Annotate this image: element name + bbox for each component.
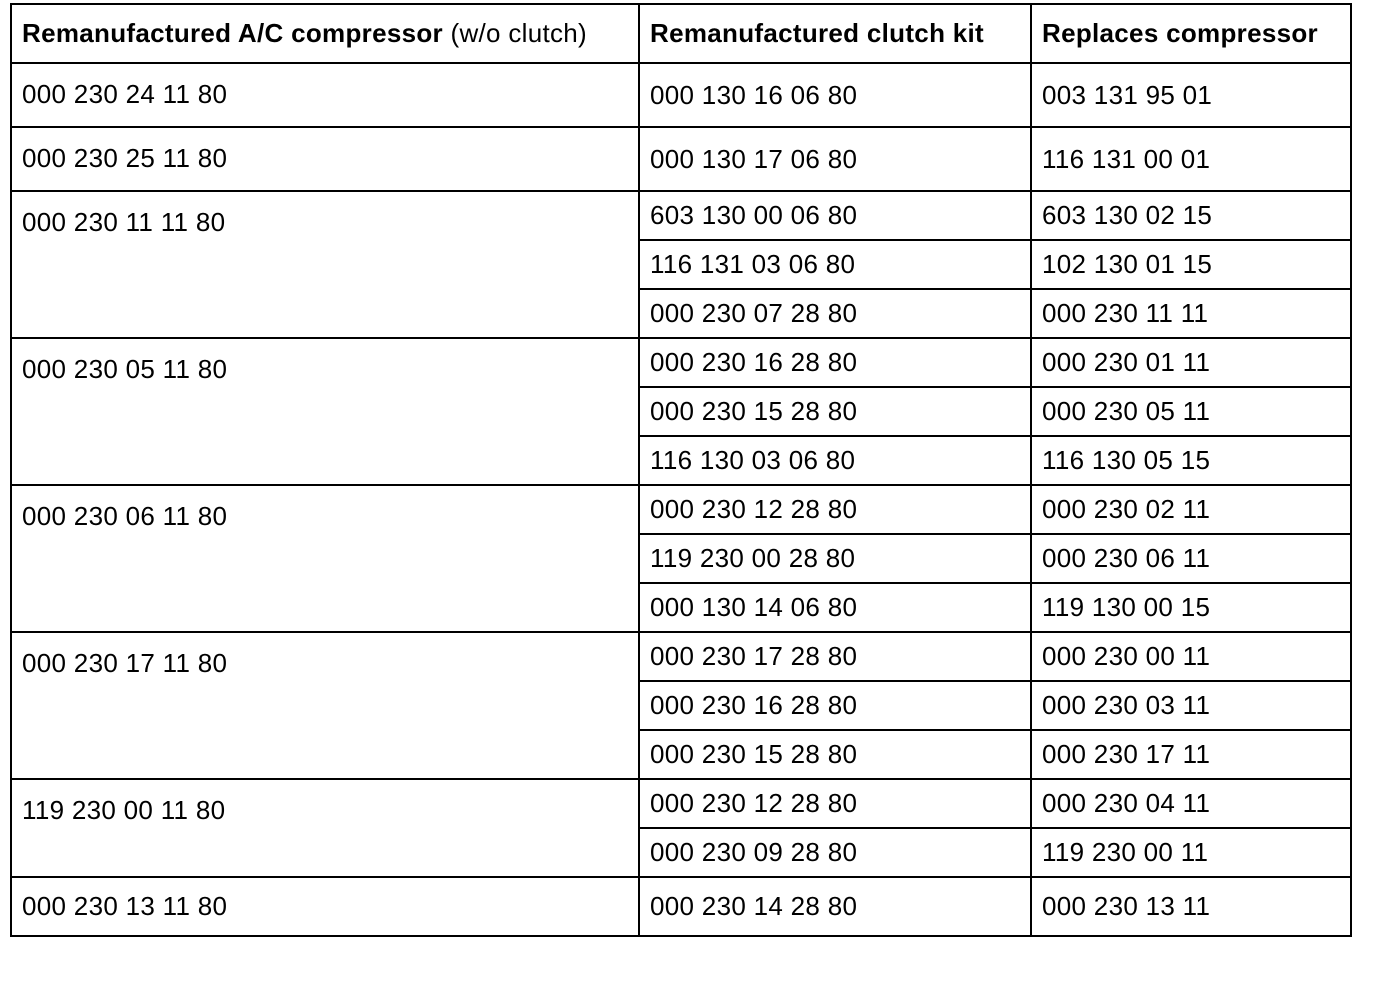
- replaces-part-number: 000 230 00 11: [1031, 632, 1351, 681]
- compressor-part-number: 119 230 00 11 80: [11, 779, 639, 877]
- table-row: [11, 63, 1351, 127]
- replaces-part-number: 000 230 01 11: [1031, 338, 1351, 387]
- header-replaces: Replaces compressor: [1031, 4, 1351, 63]
- replaces-part-number: 119 130 00 15: [1031, 583, 1351, 632]
- table-row: [11, 632, 1351, 681]
- clutch-kit-part-number: 000 230 17 28 80: [639, 632, 1031, 681]
- header-clutch-kit: Remanufactured clutch kit: [639, 4, 1031, 63]
- table-row: [11, 338, 1351, 387]
- clutch-kit-part-number: 000 230 12 28 80: [639, 485, 1031, 534]
- compressor-part-number: 000 230 13 11 80: [11, 877, 639, 936]
- compressor-part-number: 000 230 25 11 80: [11, 127, 639, 191]
- replaces-part-number: 119 230 00 11: [1031, 828, 1351, 877]
- clutch-kit-part-number: 000 230 12 28 80: [639, 779, 1031, 828]
- replaces-part-number: 116 130 05 15: [1031, 436, 1351, 485]
- replaces-part-number: 102 130 01 15: [1031, 240, 1351, 289]
- compressor-part-number: 000 230 17 11 80: [11, 632, 639, 779]
- header-compressor-note: (w/o clutch): [450, 18, 588, 48]
- clutch-kit-part-number: 000 130 17 06 80: [639, 127, 1031, 191]
- compressor-part-number: 000 230 24 11 80: [11, 63, 639, 127]
- clutch-kit-part-number: 000 230 15 28 80: [639, 730, 1031, 779]
- replaces-part-number: 003 131 95 01: [1031, 63, 1351, 127]
- clutch-kit-part-number: 000 130 16 06 80: [639, 63, 1031, 127]
- replaces-part-number: 000 230 04 11: [1031, 779, 1351, 828]
- replaces-part-number: 000 230 06 11: [1031, 534, 1351, 583]
- header-compressor: [11, 4, 639, 63]
- replaces-part-number: 000 230 02 11: [1031, 485, 1351, 534]
- table-row: [11, 127, 1351, 191]
- clutch-kit-part-number: 603 130 00 06 80: [639, 191, 1031, 240]
- compressor-part-number: 000 230 06 11 80: [11, 485, 639, 632]
- clutch-kit-part-number: 000 230 16 28 80: [639, 338, 1031, 387]
- table-row: [11, 779, 1351, 828]
- table-row: [11, 877, 1351, 936]
- table-row: [11, 191, 1351, 240]
- replaces-part-number: 000 230 17 11: [1031, 730, 1351, 779]
- replaces-part-number: 116 131 00 01: [1031, 127, 1351, 191]
- parts-table: [10, 3, 1352, 937]
- header-compressor-bold: Remanufactured A/C compressor: [22, 18, 443, 48]
- clutch-kit-part-number: 000 230 15 28 80: [639, 387, 1031, 436]
- clutch-kit-part-number: 000 230 14 28 80: [639, 877, 1031, 936]
- clutch-kit-part-number: 116 131 03 06 80: [639, 240, 1031, 289]
- replaces-part-number: 000 230 13 11: [1031, 877, 1351, 936]
- clutch-kit-part-number: 116 130 03 06 80: [639, 436, 1031, 485]
- replaces-part-number: 000 230 11 11: [1031, 289, 1351, 338]
- table-row: [11, 485, 1351, 534]
- replaces-part-number: 000 230 03 11: [1031, 681, 1351, 730]
- clutch-kit-part-number: 000 230 09 28 80: [639, 828, 1031, 877]
- compressor-part-number: 000 230 05 11 80: [11, 338, 639, 485]
- clutch-kit-part-number: 000 130 14 06 80: [639, 583, 1031, 632]
- clutch-kit-part-number: 000 230 16 28 80: [639, 681, 1031, 730]
- clutch-kit-part-number: 119 230 00 28 80: [639, 534, 1031, 583]
- replaces-part-number: 603 130 02 15: [1031, 191, 1351, 240]
- header-row: [11, 4, 1351, 63]
- replaces-part-number: 000 230 05 11: [1031, 387, 1351, 436]
- compressor-part-number: 000 230 11 11 80: [11, 191, 639, 338]
- table-body: [11, 63, 1351, 936]
- clutch-kit-part-number: 000 230 07 28 80: [639, 289, 1031, 338]
